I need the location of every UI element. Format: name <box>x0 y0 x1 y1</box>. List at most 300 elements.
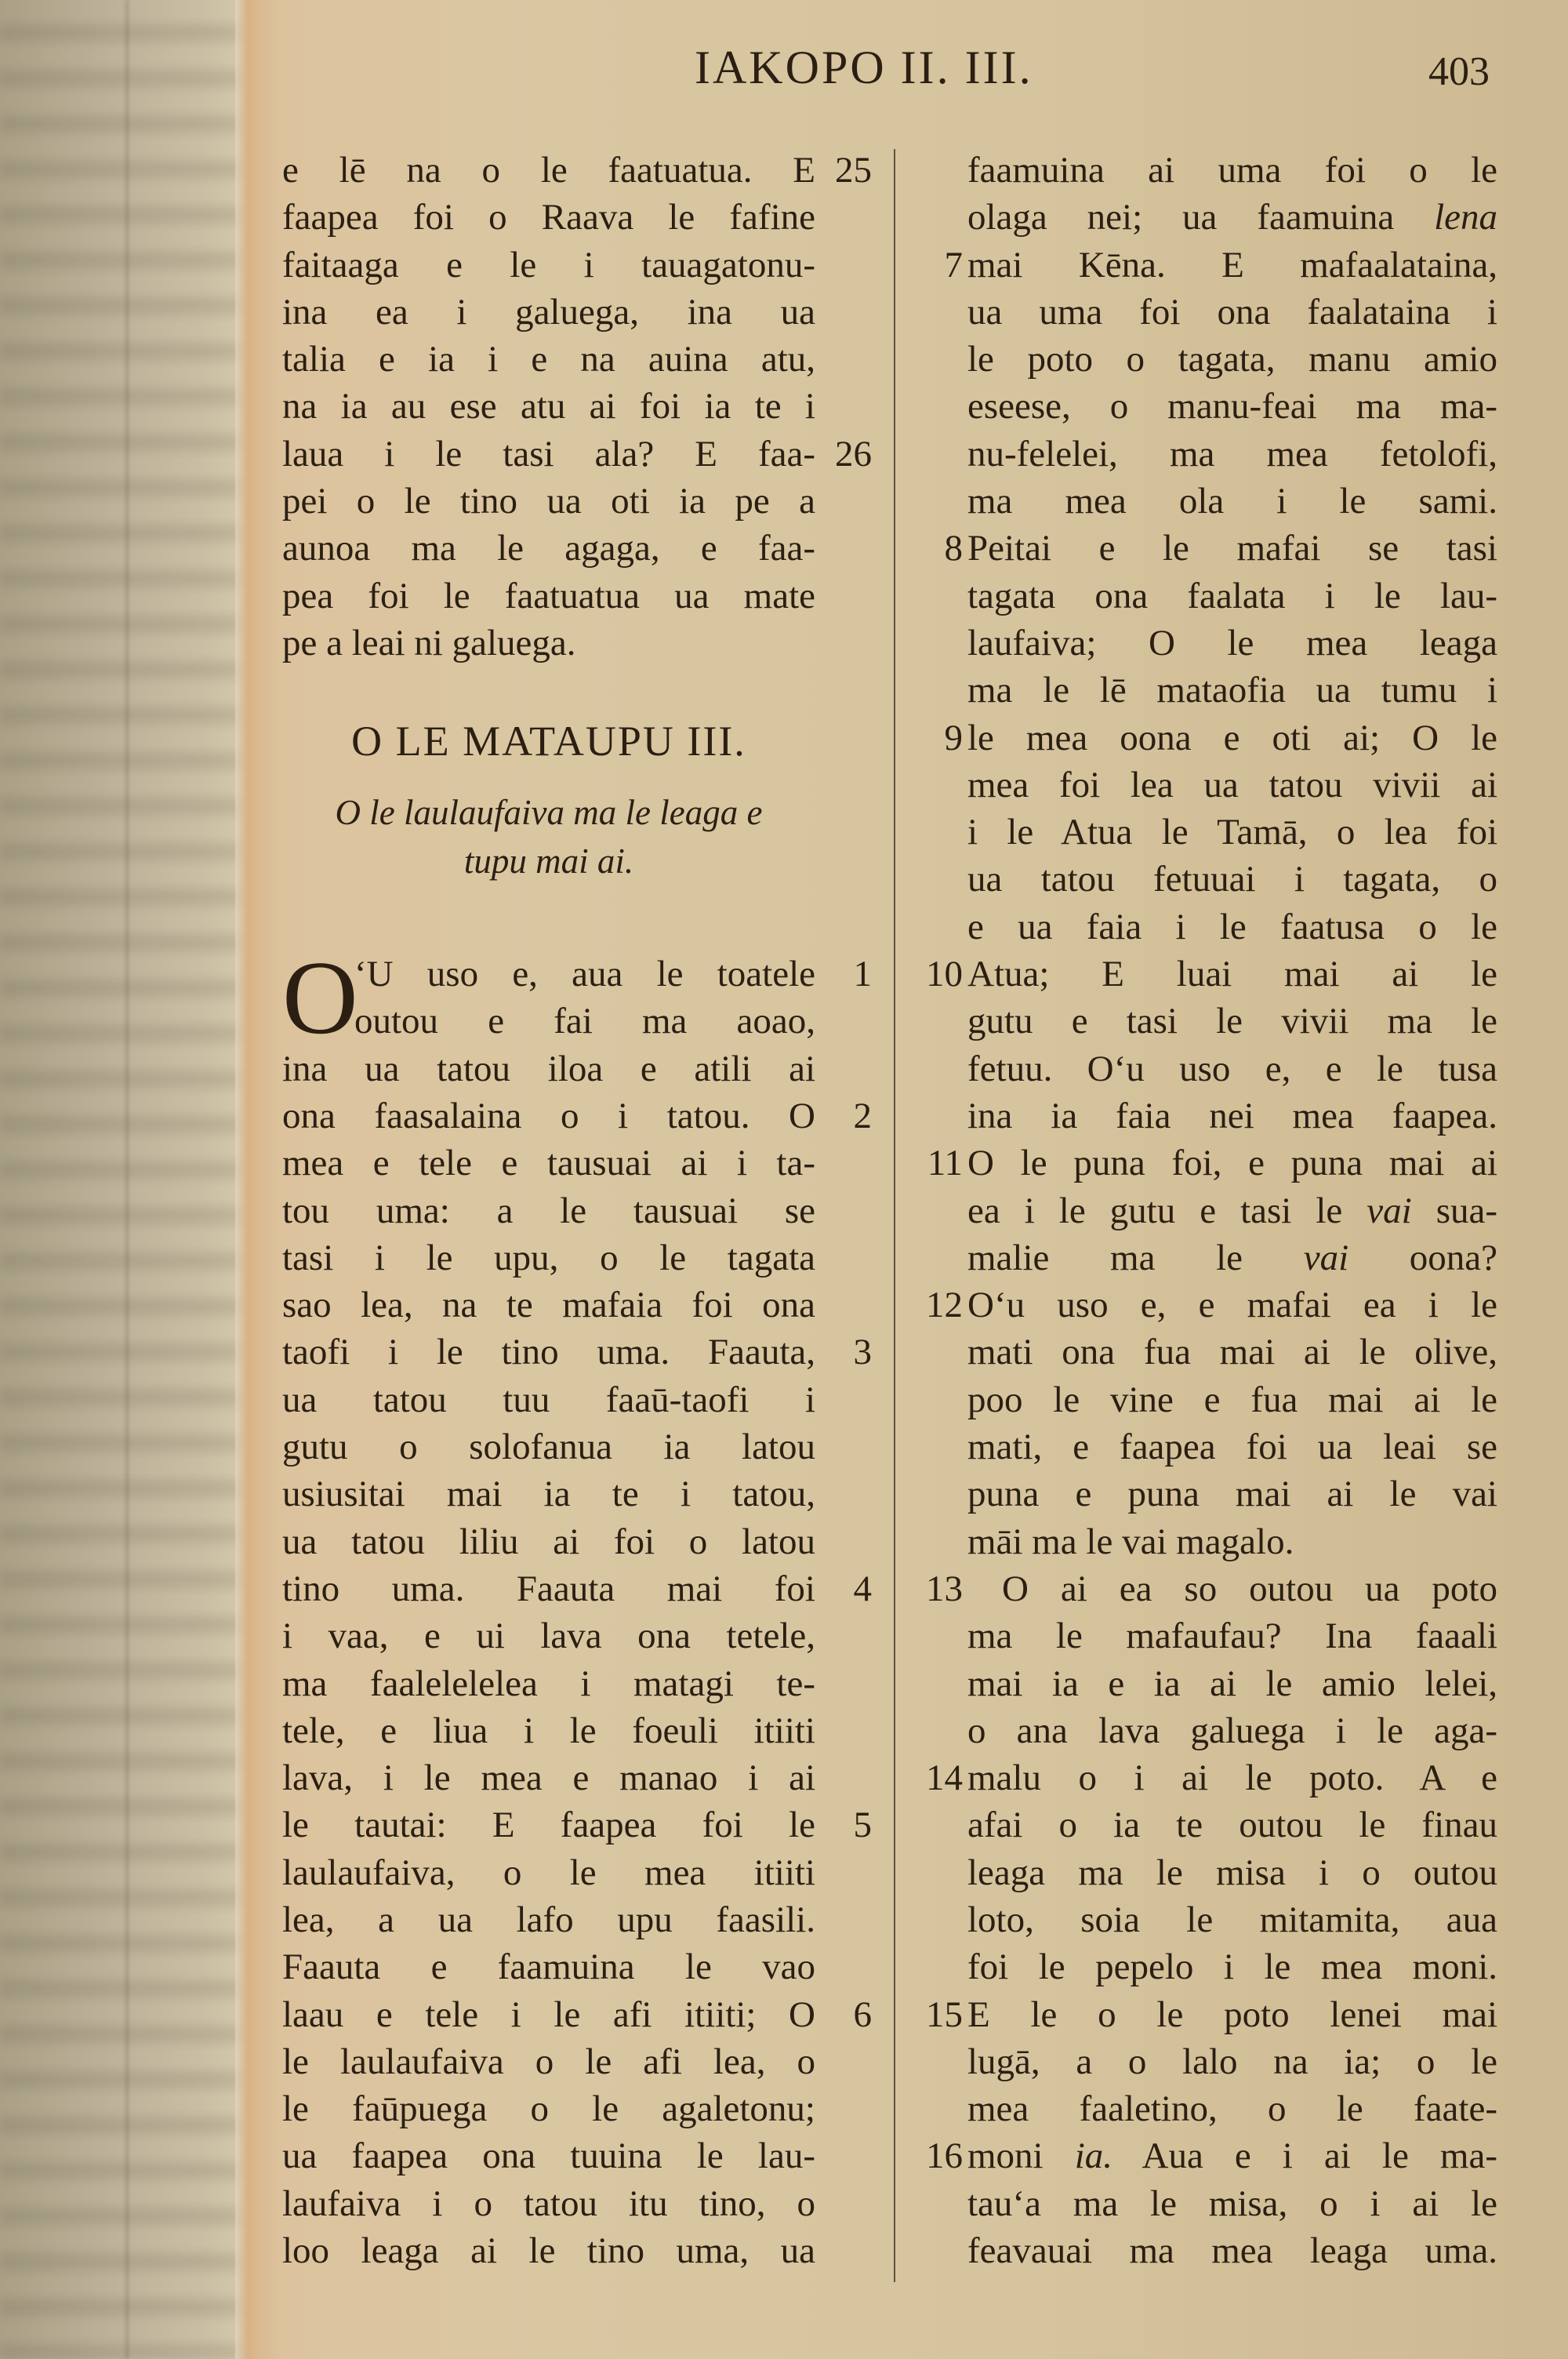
line-text-roman: eseese, o manu-feai ma ma- <box>967 386 1497 427</box>
text-line <box>282 1801 872 1848</box>
text-line <box>909 1896 1497 1943</box>
line-text-roman: outou e fai ma aoao, <box>354 1001 815 1042</box>
line-text-roman: lava, i le mea e manao i ai <box>282 1757 815 1799</box>
verse-number <box>815 998 872 1045</box>
text-line <box>909 1423 1497 1470</box>
line-text-roman: malu o i ai le poto. A e <box>967 1757 1497 1799</box>
verse-number: 15 <box>926 1994 963 2035</box>
line-text-roman: laua i le tasi ala? E faa- <box>282 433 815 474</box>
verse-number <box>909 1518 967 1565</box>
verse-number <box>815 1518 872 1565</box>
verse-number <box>815 2038 872 2085</box>
line-text-roman: ua tatou tuu faaū-taofi i <box>282 1379 815 1420</box>
line-text-roman: ina ea i galuega, ina ua <box>282 291 815 333</box>
line-text <box>967 194 1497 241</box>
text-line <box>282 1754 872 1801</box>
text-line <box>909 761 1497 809</box>
line-text-roman: moni <box>967 2135 1044 2177</box>
line-text <box>967 1707 1497 1754</box>
verse-number <box>909 1612 967 1659</box>
text-line <box>909 1754 1497 1801</box>
verse-number <box>909 903 967 951</box>
text-line <box>282 1707 872 1754</box>
line-text <box>967 431 1497 478</box>
line-text <box>967 1423 1497 1470</box>
line-text-roman: mai ia e ia ai le amio lelei, <box>967 1663 1497 1704</box>
line-text-roman: aunoa ma le agaga, e faa- <box>282 528 815 569</box>
text-line <box>909 1376 1497 1423</box>
text-line <box>282 1234 872 1281</box>
text-line <box>282 572 872 620</box>
verse-number <box>909 1707 967 1754</box>
text-line <box>909 1092 1497 1140</box>
line-text <box>282 336 815 383</box>
line-text <box>967 903 1497 951</box>
line-text-roman: loto, soia le mitamita, aua <box>967 1899 1497 1940</box>
verse-number <box>909 2038 967 2085</box>
verse-number <box>815 336 872 383</box>
text-line <box>909 903 1497 951</box>
line-text-roman: fetuu. O‘u uso e, e le tusa <box>967 1048 1497 1089</box>
line-text-roman: malie ma le <box>967 1237 1243 1278</box>
line-text-roman: Faauta e faamuina le vao <box>282 1946 815 1988</box>
line-text-roman: talia e ia i e na auina atu, <box>282 339 815 380</box>
text-line <box>282 998 872 1045</box>
text-line <box>282 242 872 289</box>
text-line <box>909 1660 1497 1707</box>
text-line <box>282 2085 872 2132</box>
verse-number <box>909 1943 967 1990</box>
text-line <box>282 2132 872 2179</box>
verse-number: 14 <box>926 1757 963 1799</box>
text-line <box>909 431 1497 478</box>
line-text <box>967 998 1497 1045</box>
line-text-roman: loo leaga ai le tino uma, ua <box>282 2230 815 2272</box>
text-line <box>282 478 872 525</box>
line-text-roman: oona? <box>1409 1237 1497 1278</box>
verse-number: 9 <box>944 717 963 758</box>
line-text <box>967 620 1497 667</box>
verse-number <box>909 1187 967 1234</box>
line-text <box>967 572 1497 620</box>
text-line <box>909 1329 1497 1376</box>
line-text <box>282 1896 815 1943</box>
line-text-roman: lugā, a o lalo na ia; o le <box>967 2041 1497 2082</box>
facing-page-blurred <box>0 0 240 2359</box>
line-text-roman: pe a leai ni galuega. <box>282 622 576 663</box>
verse-number <box>815 620 872 667</box>
line-text-roman: laufaiva; O le mea leaga <box>967 622 1497 663</box>
line-text-roman: O ai ea so outou ua poto <box>1002 1568 1497 1609</box>
line-text-roman: puna e puna mai ai le vai <box>967 1474 1497 1515</box>
verse-number <box>909 1376 967 1423</box>
text-line <box>282 289 872 336</box>
verse-number <box>909 1801 967 1848</box>
text-line <box>282 1376 872 1423</box>
line-text <box>282 572 815 620</box>
text-line <box>909 714 1497 761</box>
text-line <box>282 1991 872 2038</box>
line-text-italic: vai <box>1303 1237 1349 1278</box>
line-text <box>967 478 1497 525</box>
line-text-roman: mea foi lea ua tatou vivii ai <box>967 764 1497 805</box>
verse-number: 11 <box>927 1143 963 1184</box>
line-text-roman: le laulaufaiva o le afi lea, o <box>282 2041 815 2082</box>
line-text <box>967 951 1497 998</box>
line-text-roman: ma le lē mataofia ua tumu i <box>967 670 1497 711</box>
chapter-heading-block <box>282 667 872 951</box>
line-text <box>967 1943 1497 1990</box>
line-text <box>282 1376 815 1423</box>
line-text <box>967 1470 1497 1518</box>
line-text-roman: nu-felelei, ma mea fetolofi, <box>967 433 1497 474</box>
verse-number <box>815 478 872 525</box>
text-line <box>909 1140 1497 1187</box>
line-text-roman: faitaaga e le i tauagatonu- <box>282 244 815 285</box>
line-text <box>282 1801 815 1848</box>
line-text-roman: ona faasalaina o i tatou. O <box>282 1095 815 1136</box>
verse-number <box>909 620 967 667</box>
text-line <box>282 1943 872 1990</box>
line-text-roman: mati ona fua mai ai le olive, <box>967 1332 1497 1373</box>
verse-number <box>909 2180 967 2227</box>
line-text <box>282 525 815 572</box>
text-line <box>909 1943 1497 1990</box>
line-text <box>282 1470 815 1518</box>
verse-number <box>815 1187 872 1234</box>
verse-number <box>909 1045 967 1092</box>
text-line <box>282 194 872 241</box>
text-line <box>909 1801 1497 1848</box>
verse-number: 4 <box>853 1568 872 1609</box>
line-text-roman: tagata ona faalata i le lau- <box>967 575 1497 616</box>
line-text <box>967 2227 1497 2274</box>
text-line <box>282 1470 872 1518</box>
line-text-roman: laulaufaiva, o le mea itiiti <box>282 1852 815 1893</box>
line-text-roman: i vaa, e ui lava ona tetele, <box>282 1616 815 1657</box>
verse-number <box>815 1234 872 1281</box>
line-text-roman: O le puna foi, e puna mai ai <box>967 1143 1497 1184</box>
line-text <box>282 194 815 241</box>
line-text-roman: mea faaletino, o le faate- <box>967 2088 1497 2130</box>
verse-number <box>909 1423 967 1470</box>
verse-number <box>815 1045 872 1092</box>
verse-number <box>909 856 967 903</box>
line-text-roman: poo le vine e fua mai ai le <box>967 1379 1497 1420</box>
line-text <box>967 147 1497 194</box>
line-text <box>282 1754 815 1801</box>
line-text <box>967 1140 1497 1187</box>
verse-number: 10 <box>926 954 963 995</box>
line-text-roman: gutu e tasi le vivii ma le <box>967 1001 1497 1042</box>
line-text <box>282 1140 815 1187</box>
text-line <box>909 856 1497 903</box>
line-text <box>282 431 815 478</box>
text-line <box>282 1140 872 1187</box>
verse-number <box>909 572 967 620</box>
verse-number <box>909 761 967 809</box>
line-text-roman: ma mea ola i le sami. <box>967 481 1497 522</box>
verse-number: 8 <box>944 528 963 569</box>
text-line <box>909 2227 1497 2274</box>
line-text <box>967 1991 1497 2038</box>
line-text-roman: ina ia faia nei mea faapea. <box>967 1095 1497 1136</box>
line-text-roman: faapea foi o Raava le fafine <box>282 197 815 238</box>
verse-number <box>815 383 872 430</box>
line-text <box>967 809 1497 856</box>
line-text <box>967 714 1497 761</box>
verse-number: 2 <box>853 1095 872 1136</box>
line-text <box>282 1849 815 1896</box>
verse-number <box>815 1140 872 1187</box>
verse-number <box>815 194 872 241</box>
verse-number <box>815 1281 872 1329</box>
text-line <box>909 1187 1497 1234</box>
line-text-roman: gutu o solofanua ia latou <box>282 1427 815 1468</box>
line-text-roman: ma faalelelelea i matagi te- <box>282 1663 815 1704</box>
verse-number <box>815 1376 872 1423</box>
line-text-roman: tou uma: a le tausuai se <box>282 1190 815 1231</box>
line-text <box>967 289 1497 336</box>
line-text <box>282 478 815 525</box>
line-text-roman: leaga ma le misa i o outou <box>967 1852 1497 1893</box>
text-line <box>909 1470 1497 1518</box>
line-text <box>282 1518 815 1565</box>
verse-number: 7 <box>944 244 963 285</box>
verse-number <box>909 1329 967 1376</box>
verse-number <box>815 2180 872 2227</box>
verse-number <box>909 1660 967 1707</box>
line-text <box>282 1565 815 1612</box>
line-text <box>282 998 815 1045</box>
left-top-lines <box>282 147 872 667</box>
text-line <box>909 336 1497 383</box>
line-text <box>282 951 815 998</box>
text-line <box>909 525 1497 572</box>
verse-number <box>815 1707 872 1754</box>
verse-number <box>909 667 967 714</box>
text-line <box>909 1281 1497 1329</box>
text-line <box>282 1518 872 1565</box>
line-text <box>967 761 1497 809</box>
line-text <box>282 2038 815 2085</box>
text-line <box>909 194 1497 241</box>
text-line <box>282 2180 872 2227</box>
line-text-roman: ua tatou fetuuai i tagata, o <box>967 859 1497 900</box>
text-line <box>282 1896 872 1943</box>
line-text-roman: ua uma foi ona faalataina i <box>967 291 1497 333</box>
text-line <box>909 1991 1497 2038</box>
verse-number: 6 <box>853 1994 872 2035</box>
text-line <box>909 478 1497 525</box>
line-text <box>282 1092 815 1140</box>
chapter-heading: O LE MATAUPU III. <box>351 718 746 765</box>
verse-number <box>909 383 967 430</box>
verse-number: 26 <box>835 433 872 474</box>
text-line <box>909 1565 1497 1612</box>
line-text-roman: le poto o tagata, manu amio <box>967 339 1497 380</box>
line-text <box>282 2227 815 2274</box>
verse-number: 25 <box>835 150 872 191</box>
line-text-roman: feavauai ma mea leaga uma. <box>967 2230 1497 2272</box>
line-text-roman: tele, e liua i le foeuli itiiti <box>282 1710 815 1751</box>
text-line <box>909 572 1497 620</box>
line-text-italic: vai <box>1367 1190 1412 1231</box>
line-text-roman: mati, e faapea foi ua leai se <box>967 1427 1497 1468</box>
verse-number <box>909 147 967 194</box>
line-text <box>967 1518 1497 1565</box>
line-text <box>282 2085 815 2132</box>
verse-number: 13 <box>926 1568 963 1609</box>
verse-number: 3 <box>853 1332 872 1373</box>
line-text <box>967 2038 1497 2085</box>
chapter-summary-line: tupu mai ai. <box>463 841 634 881</box>
text-line <box>282 1045 872 1092</box>
text-line <box>909 620 1497 667</box>
right-column <box>909 147 1497 2274</box>
line-text <box>967 1329 1497 1376</box>
text-line <box>909 2180 1497 2227</box>
line-text-roman: e lē na o le faatuatua. E <box>282 150 815 191</box>
text-line <box>909 2085 1497 2132</box>
line-text-roman: sua- <box>1436 1190 1497 1231</box>
line-text <box>967 1187 1497 1234</box>
verse-number <box>909 2227 967 2274</box>
line-text-roman: ina ua tatou iloa e atili ai <box>282 1048 815 1089</box>
left-lower-lines <box>282 940 872 2274</box>
line-text <box>967 2132 1497 2179</box>
line-text-roman: sao lea, na te mafaia foi ona <box>282 1285 815 1326</box>
line-text <box>282 1045 815 1092</box>
line-text-roman: Peitai e le mafai se tasi <box>967 528 1497 569</box>
line-text-italic: lena <box>1434 197 1497 238</box>
text-line <box>909 1234 1497 1281</box>
line-text-roman: O‘u uso e, e mafai ea i le <box>967 1285 1497 1326</box>
line-text <box>282 620 815 667</box>
text-line <box>282 1187 872 1234</box>
line-text <box>967 1896 1497 1943</box>
verse-number <box>815 1943 872 1990</box>
line-text <box>282 2180 815 2227</box>
line-text <box>282 1707 815 1754</box>
line-text-roman: mea e tele e tausuai ai i ta- <box>282 1143 815 1184</box>
line-text <box>282 289 815 336</box>
text-line <box>909 809 1497 856</box>
line-text-roman: le mea oona e oti ai; O le <box>967 717 1497 758</box>
drop-cap: O <box>282 940 358 1056</box>
line-text-roman: pea foi le faatuatua ua mate <box>282 575 815 616</box>
line-text-roman: le tautai: E faapea foi le <box>282 1805 815 1846</box>
page-number: 403 <box>1428 49 1490 94</box>
line-text-roman: tino uma. Faauta mai foi <box>282 1568 815 1609</box>
verse-number <box>815 572 872 620</box>
verse-number: 5 <box>853 1805 872 1846</box>
verse-number <box>815 1849 872 1896</box>
text-line <box>909 2038 1497 2085</box>
line-text-roman: laau e tele i le afi itiiti; O <box>282 1994 815 2035</box>
line-text <box>967 2180 1497 2227</box>
line-text-roman: Atua; E luai mai ai le <box>967 954 1497 995</box>
text-line <box>909 289 1497 336</box>
line-text-roman: ‘U uso e, aua le toatele <box>354 954 815 995</box>
text-line <box>282 2038 872 2085</box>
verse-number <box>815 2227 872 2274</box>
line-text-roman: māi ma le vai magalo. <box>967 1521 1294 1562</box>
running-head: IAKOPO II. III. <box>695 42 1033 93</box>
line-text <box>967 2085 1497 2132</box>
text-line <box>909 1045 1497 1092</box>
line-text-roman: laufaiva i o tatou itu tino, o <box>282 2183 815 2224</box>
line-text-roman: ua faapea ona tuuina le lau- <box>282 2135 815 2177</box>
line-text <box>282 1234 815 1281</box>
line-text-roman: le faūpuega o le agaletonu; <box>282 2088 815 2130</box>
line-text-roman: olaga nei; ua faamuina <box>967 197 1395 238</box>
text-line <box>282 1423 872 1470</box>
line-text <box>282 1991 815 2038</box>
verse-number <box>909 1234 967 1281</box>
text-line <box>282 431 872 478</box>
verse-number <box>909 431 967 478</box>
verse-number <box>815 2085 872 2132</box>
line-text <box>967 525 1497 572</box>
line-text <box>282 1943 815 1990</box>
page-edge <box>235 0 259 2359</box>
line-text <box>282 1187 815 1234</box>
line-text-roman: ua tatou liliu ai foi o latou <box>282 1521 815 1562</box>
line-text <box>282 383 815 430</box>
line-text-roman: faamuina ai uma foi o le <box>967 150 1497 191</box>
text-line <box>282 1565 872 1612</box>
line-text <box>282 1612 815 1659</box>
text-line <box>909 667 1497 714</box>
line-text <box>282 1423 815 1470</box>
text-line <box>282 1281 872 1329</box>
column-divider <box>894 149 895 2282</box>
line-text-roman: usiusitai mai ia te i tatou, <box>282 1474 815 1515</box>
chapter-summary-line: O le laulaufaiva ma le leaga e <box>335 793 763 833</box>
line-text <box>967 242 1497 289</box>
line-text-roman: tasi i le upu, o le tagata <box>282 1237 815 1278</box>
text-line <box>909 1849 1497 1896</box>
verse-number <box>815 525 872 572</box>
line-text-roman: pei o le tino ua oti ia pe a <box>282 481 815 522</box>
line-text <box>967 1660 1497 1707</box>
verse-number <box>815 289 872 336</box>
line-text-roman: na ia au ese atu ai foi ia te i <box>282 386 815 427</box>
line-text-roman: o ana lava galuega i le aga- <box>967 1710 1497 1751</box>
verse-number <box>909 1470 967 1518</box>
verse-number <box>815 1612 872 1659</box>
text-line <box>909 998 1497 1045</box>
text-line <box>282 147 872 194</box>
left-lower-text <box>282 940 872 2274</box>
line-text <box>967 1281 1497 1329</box>
verse-number <box>815 1660 872 1707</box>
line-text <box>967 1612 1497 1659</box>
line-text-roman: tau‘a ma le misa, o i ai le <box>967 2183 1497 2224</box>
text-line <box>909 1612 1497 1659</box>
line-text-roman: afai o ia te outou le finau <box>967 1805 1497 1846</box>
verse-number <box>909 1849 967 1896</box>
verse-number <box>909 336 967 383</box>
line-text <box>967 1045 1497 1092</box>
text-line <box>282 525 872 572</box>
text-line <box>909 2132 1497 2179</box>
verse-number <box>909 809 967 856</box>
text-line <box>909 951 1497 998</box>
text-line <box>282 620 872 667</box>
text-line <box>909 1707 1497 1754</box>
